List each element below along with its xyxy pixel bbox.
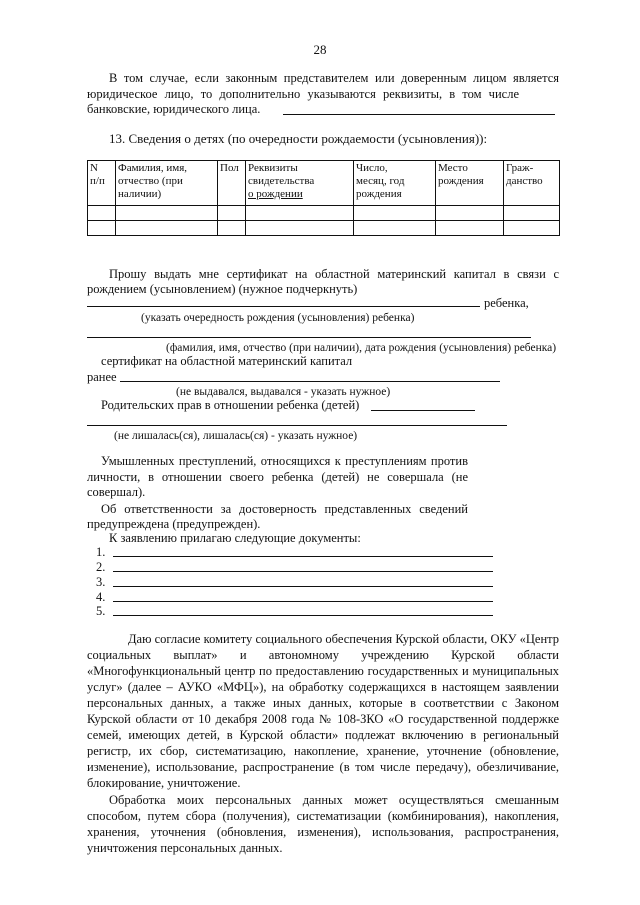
documents-title: К заявлению прилагаю следующие документы: xyxy=(109,531,361,545)
consent-line-7: семей, имеющих детей, в Курской области» подлежат включению в региональный xyxy=(87,728,559,742)
col-number: N п/п xyxy=(88,161,116,206)
children-table xyxy=(87,160,560,236)
parental-rights-field[interactable] xyxy=(371,410,475,411)
processing-line-1: Обработка моих персональных данных может осуществляться смешанным xyxy=(109,793,559,807)
intro-line-3: банковские, юридического лица. xyxy=(87,102,261,116)
responsibility-line-1: Об ответственности за достоверность представленных сведений xyxy=(101,502,468,516)
consent-line-2: социальных выплат» и автономному учреждению Курской области xyxy=(87,648,559,662)
cert-issued-field[interactable] xyxy=(120,381,500,382)
consent-line-8: регистр, их сбор, систематизацию, накопление, хранение, уточнение (обновление, xyxy=(87,744,559,758)
child-order-field[interactable] xyxy=(87,306,480,307)
request-line-1: Прошу выдать мне сертификат на областной материнский капитал в связи с xyxy=(109,267,559,281)
consent-line-9: изменение), использование, распространение (в том числе передачу), обезличивание, xyxy=(87,760,559,774)
col-sex: Пол xyxy=(218,161,246,206)
child-fio-field[interactable] xyxy=(87,337,531,338)
consent-line-3: «Многофункциональный центр по предоставлению государственных и муниципальных xyxy=(87,664,559,678)
request-line-2: рождением (усыновлением) (нужное подчеркнуть) xyxy=(87,282,358,296)
intro-line-2: юридическое лицо, то дополнительно указываются реквизиты, в том числе xyxy=(87,87,519,101)
parental-rights-label: Родительских прав в отношении ребенка (детей) xyxy=(101,398,360,412)
col-birthdate: Число, месяц, год рождения xyxy=(354,161,436,206)
consent-line-5: персональных данных, а также иных данных, которые в соответствии с Законом xyxy=(87,696,559,710)
crimes-line-1: Умышленных преступлений, относящихся к преступлениям против xyxy=(101,454,468,468)
cert-line: сертификат на областной материнский капитал xyxy=(101,354,353,368)
processing-line-4: уничтожения персональных данных. xyxy=(87,841,283,855)
hint-deprived: (не лишалась(ся), лишалась(ся) - указать нужное) xyxy=(114,430,358,442)
intro-line-1: В том случае, если законным представителем или доверенным лицом является xyxy=(109,71,559,85)
consent-line-10: блокирование, уничтожение. xyxy=(87,776,241,790)
processing-line-3: хранения, уточнения (обновления, изменения), использования, распространения, xyxy=(87,825,559,839)
col-fio: Фамилия, имя, отчество (при наличии) xyxy=(116,161,218,206)
table-row[interactable] xyxy=(88,206,560,221)
hint-cert-issued: (не выдавался, выдавался - указать нужное) xyxy=(176,386,391,398)
doc-item-4-number: 4. xyxy=(96,590,106,604)
processing-line-2: способом, путем сбора (получения), систематизации (комбинирования), накопления, xyxy=(87,809,559,823)
section-13-title: 13. Сведения о детях (по очередности рождаемости (усыновления)): xyxy=(109,131,488,146)
consent-line-4: услуг» (далее – АУКО «МФЦ»), на обработку содержащихся в настоящем заявлении xyxy=(87,680,559,694)
doc-item-3-number: 3. xyxy=(96,575,106,589)
crimes-line-3: совершал). xyxy=(87,485,146,499)
child-word: ребенка, xyxy=(484,296,529,310)
hint-child-fio: (фамилия, имя, отчество (при наличии), дата рождения (усыновления) ребенка) xyxy=(166,342,557,354)
responsibility-line-2: предупреждена (предупрежден). xyxy=(87,517,261,531)
page-number: 28 xyxy=(313,42,327,57)
consent-line-6: Курской области от 10 декабря 2008 года № 108-ЗКО «О государственной поддержке xyxy=(87,712,559,726)
legal-entity-details-line[interactable] xyxy=(283,114,555,115)
doc-item-5-field[interactable] xyxy=(113,615,493,616)
doc-item-4-field[interactable] xyxy=(113,601,493,602)
col-citizenship: Граж- данство xyxy=(504,161,560,206)
parental-rights-field-2[interactable] xyxy=(87,425,507,426)
doc-item-3-field[interactable] xyxy=(113,586,493,587)
crimes-line-2: личности, в отношении своего ребенка (детей) не совершала (не xyxy=(87,470,468,484)
table-row[interactable] xyxy=(88,221,560,236)
children-table-header xyxy=(88,161,560,206)
doc-item-1-field[interactable] xyxy=(113,556,493,557)
doc-item-2-field[interactable] xyxy=(113,571,493,572)
doc-item-5-number: 5. xyxy=(96,604,106,618)
doc-item-2-number: 2. xyxy=(96,560,106,574)
hint-child-order: (указать очередность рождения (усыновления) ребенка) xyxy=(141,312,415,324)
doc-item-1-number: 1. xyxy=(96,545,106,559)
consent-line-1: Даю согласие комитету социального обеспечения Курской области, ОКУ «Центр xyxy=(128,632,559,646)
col-birthplace: Место рождения xyxy=(436,161,504,206)
col-certificate: Реквизиты свидетельства о рождении xyxy=(246,161,354,206)
earlier-label: ранее xyxy=(87,370,117,384)
